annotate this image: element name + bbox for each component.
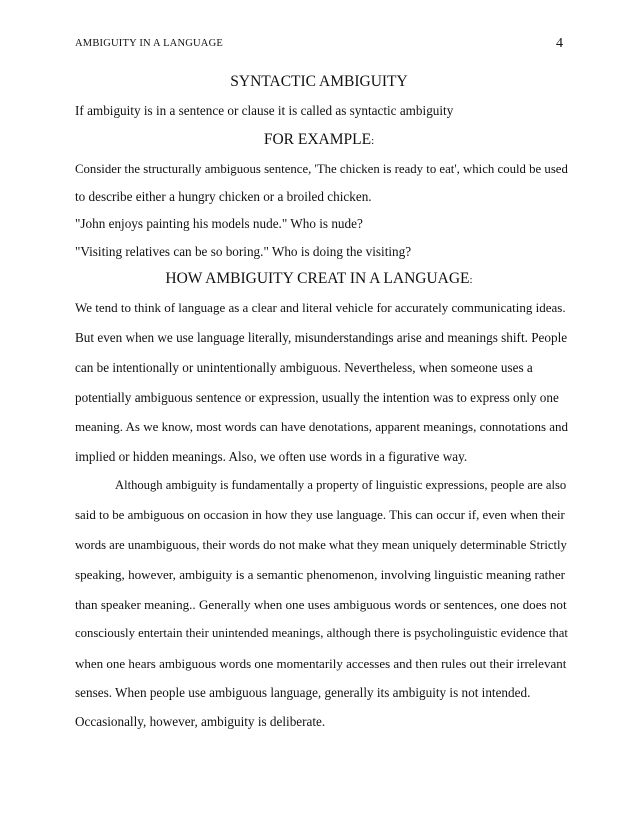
heading-text: FOR EXAMPLE — [263, 131, 372, 148]
paragraph-line: words are unambiguous, their words do not make what they mean uniquely determinable Strictly — [75, 538, 567, 552]
example-line: Consider the structurally ambiguous sentence, 'The chicken is ready to eat', which could be used — [75, 162, 568, 176]
paragraph-line: But even when we use language literally, misunderstandings arise and meanings shift. People — [75, 330, 568, 345]
paragraph-line: meaning. As we know, most words can have denotations, apparent meanings, connotations and — [75, 419, 569, 434]
section-heading-syntactic-ambiguity — [75, 73, 563, 91]
paragraph-line: consciously entertain their unintended meanings, although there is psycholinguistic evidence that — [75, 626, 568, 640]
page-number: 4 — [556, 36, 563, 51]
paragraph-line: said to be ambiguous on occasion in how they use language. This can occur if, even when their — [75, 508, 565, 522]
section-heading-how-ambiguity — [75, 270, 563, 288]
example-line: "Visiting relatives can be so boring." Who is doing the visiting? — [75, 244, 412, 259]
running-head: AMBIGUITY IN A LANGUAGE — [75, 38, 223, 49]
heading-colon: : — [371, 135, 375, 147]
section-heading-for-example — [75, 131, 563, 149]
paragraph-line: Occasionally, however, ambiguity is deliberate. — [75, 714, 326, 729]
paragraph-line: senses. When people use ambiguous language, generally its ambiguity is not intended. — [75, 685, 531, 700]
heading-colon: : — [469, 274, 473, 286]
paragraph-line: than speaker meaning.. Generally when one uses ambiguous words or sentences, one does not — [75, 597, 567, 612]
paragraph-line: We tend to think of language as a clear and literal vehicle for accurately communicating ideas. — [75, 300, 566, 315]
example-line: to describe either a hungry chicken or a broiled chicken. — [75, 189, 372, 204]
paragraph-line: when one hears ambiguous words one momentarily accesses and then rules out their irrelevant — [75, 656, 567, 671]
paragraph-line: Although ambiguity is fundamentally a property of linguistic expressions, people are also — [115, 478, 567, 492]
paragraph-line: speaking, however, ambiguity is a semantic phenomenon, involving linguistic meaning rather — [75, 567, 566, 582]
heading-text: SYNTACTIC AMBIGUITY — [230, 73, 408, 90]
heading-text: HOW AMBIGUITY CREAT IN A LANGUAGE — [165, 270, 470, 287]
example-line: "John enjoys painting his models nude." Who is nude? — [75, 216, 363, 231]
paragraph-line: potentially ambiguous sentence or expression, usually the intention was to express only one — [75, 390, 559, 405]
intro-line: If ambiguity is in a sentence or clause it is called as syntactic ambiguity — [75, 103, 454, 118]
paragraph-line: can be intentionally or unintentionally ambiguous. Nevertheless, when someone uses a — [75, 360, 533, 375]
paragraph-line: implied or hidden meanings. Also, we often use words in a figurative way. — [75, 449, 468, 464]
